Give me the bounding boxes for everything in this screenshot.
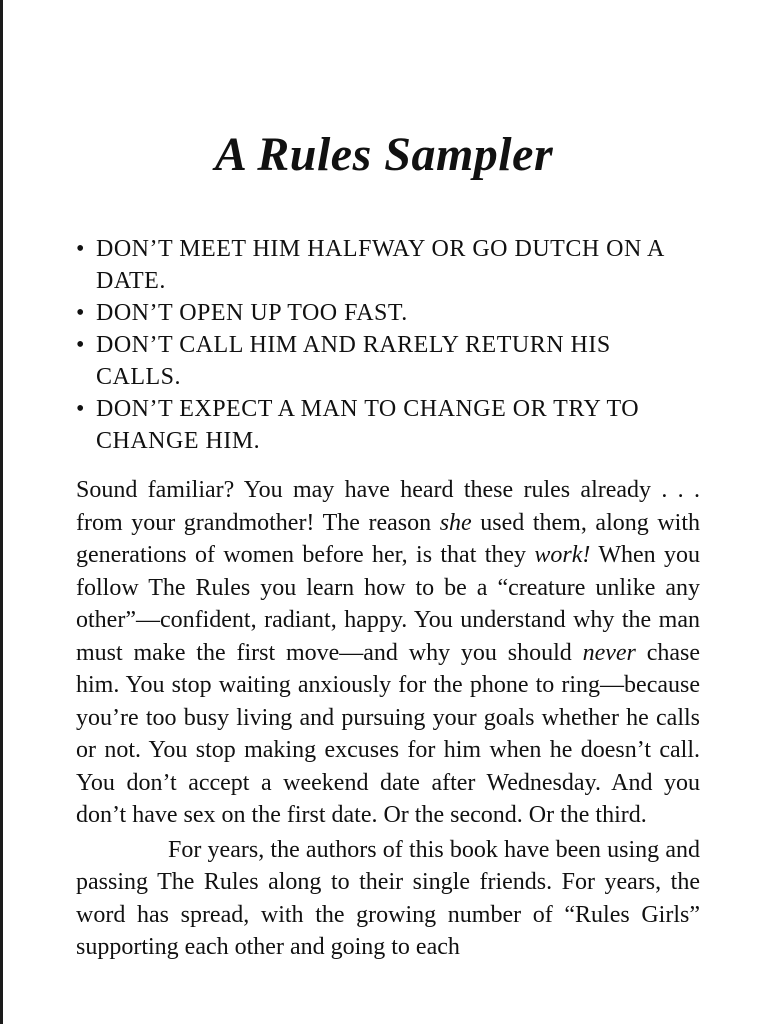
rule-text: DON’T EXPECT A MAN TO CHANGE OR TRY TO CHANGE HIM. xyxy=(96,396,640,454)
body-text xyxy=(76,474,700,964)
page-title: A Rules Sampler xyxy=(214,128,554,181)
emphasis-text: never xyxy=(582,639,636,666)
paragraph-history: For years, the authors of this book have been using and passing The Rules along to their single friends. For years, the word has spread, with the growing number of “Rules Girls” supporting each other and going to each xyxy=(76,836,700,960)
rules-list xyxy=(76,233,696,457)
rule-text: DON’T OPEN UP TOO FAST. xyxy=(96,300,408,326)
rule-item xyxy=(76,297,696,329)
emphasis-text: she xyxy=(439,509,472,536)
text-run: Sound familiar? You may have heard these rules already . . . from your grandmother! The reason xyxy=(76,477,700,536)
rule-item xyxy=(76,393,696,457)
bullet-icon: • xyxy=(76,300,85,326)
emphasis-text: work! xyxy=(534,542,591,568)
rule-item xyxy=(76,233,696,297)
text-run: chase him. You stop waiting anxiously for the phone to ring—because you’re too busy living and pursuing your goals whether he calls or not. You stop making excuses for him when he doesn’t call. You don’t accept a weekend date after Wednesday. And you don’t have sex on the first date. Or the second. Or the third. xyxy=(76,639,700,828)
rule-text: DON’T CALL HIM AND RARELY RETURN HIS CALLS. xyxy=(96,332,611,390)
rule-item xyxy=(76,329,696,393)
rule-text: DON’T MEET HIM HALFWAY OR GO DUTCH ON A DATE. xyxy=(96,236,664,294)
bullet-icon: • xyxy=(76,332,85,358)
bullet-icon: • xyxy=(76,236,85,262)
text-run: When you follow The Rules you learn how to be a “creature unlike any other”—confident, radiant, happy. You understand why the man must make the first move—and why you should xyxy=(76,542,701,666)
text-run: used them, along with generations of women before her, is that they xyxy=(76,509,701,568)
bullet-icon: • xyxy=(76,396,85,422)
paragraph-intro xyxy=(76,474,700,832)
